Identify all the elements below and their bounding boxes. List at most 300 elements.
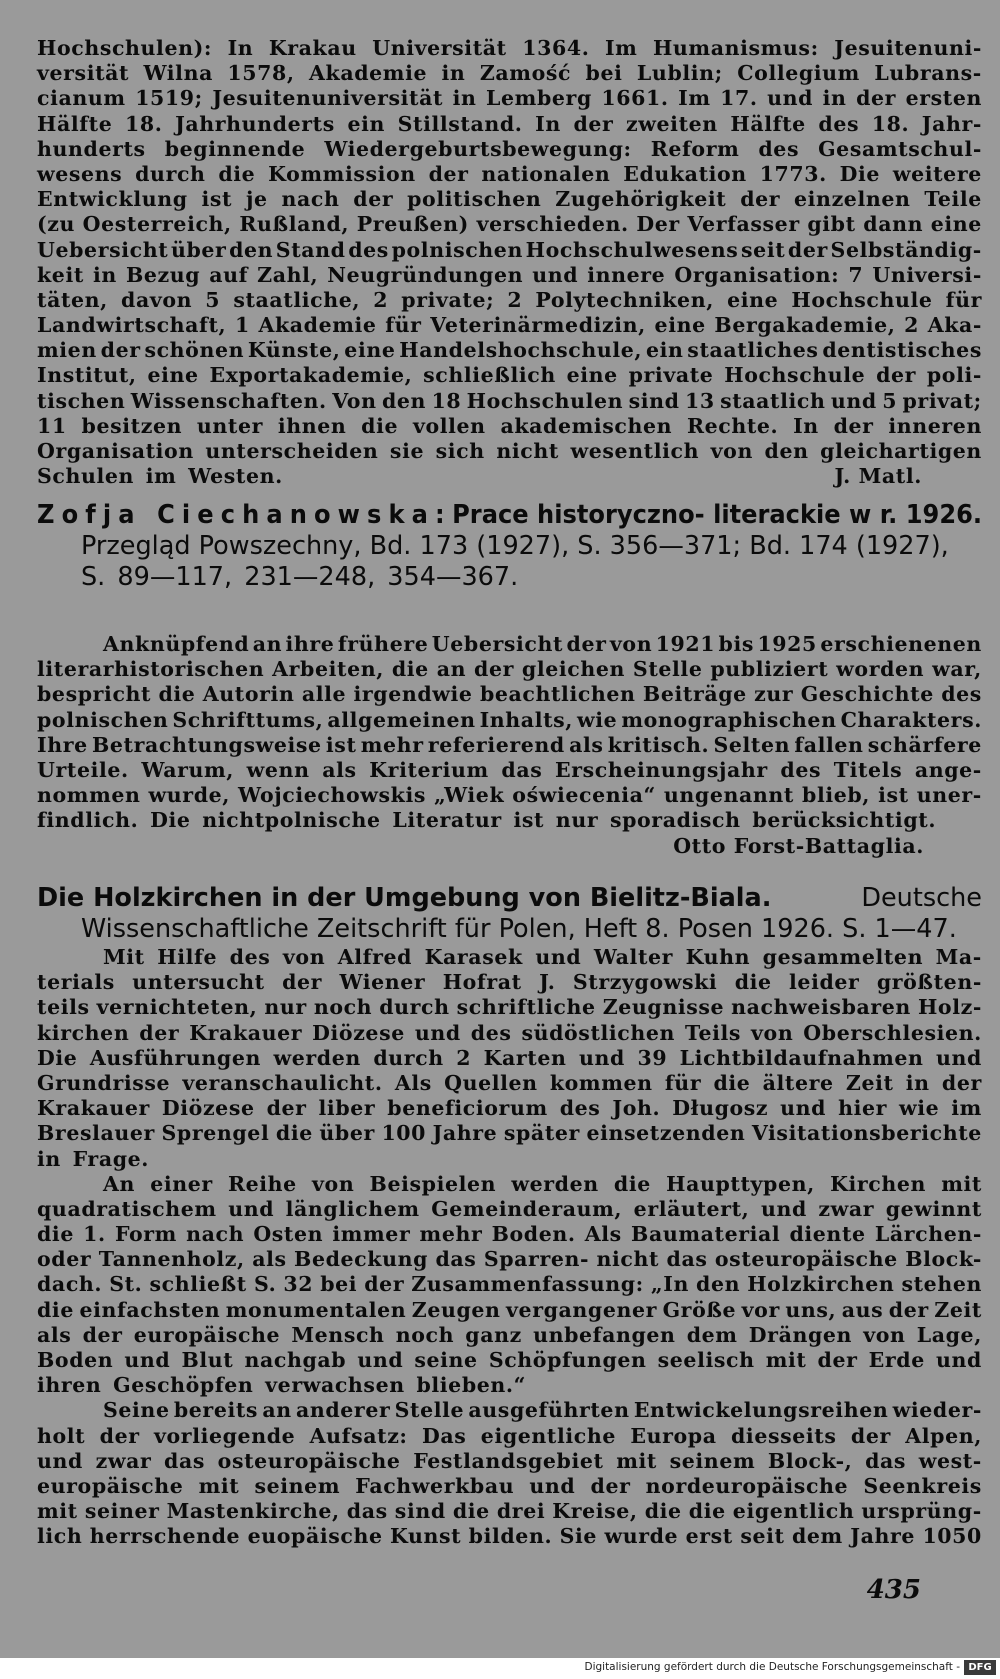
word: alle <box>301 682 347 707</box>
word: Zusammenfassung: <box>411 1272 644 1297</box>
word: nicht <box>496 439 559 463</box>
word: der <box>817 1348 858 1372</box>
word: der <box>474 657 515 682</box>
text-line <box>37 1247 982 1272</box>
text-line <box>37 36 982 61</box>
word: weitere <box>892 161 982 186</box>
word: und <box>414 1020 461 1045</box>
word: Haupttypen, <box>666 1171 815 1196</box>
word: Rechte. <box>686 413 779 438</box>
word: täten, <box>37 287 108 312</box>
word: Wiener <box>339 970 426 995</box>
word: die <box>713 1070 751 1095</box>
text-line <box>37 112 982 137</box>
source-text: Przegląd Powszechny, Bd. 173 (1927), S. 356—371; Bd. 174 (1927), <box>81 531 949 561</box>
word: gewinnt <box>885 1196 982 1221</box>
word: werden <box>273 1045 361 1070</box>
word: osteuropäische <box>217 1448 401 1473</box>
word: Anknüpfend <box>103 632 250 656</box>
word: nicht <box>596 1247 660 1272</box>
word: Blut <box>181 1348 234 1372</box>
word: politischen <box>407 187 542 212</box>
word: von <box>863 1322 906 1347</box>
word: hunderts <box>37 136 146 161</box>
word: der <box>740 187 781 212</box>
word: Zugehörigkeit <box>555 187 727 212</box>
word: ältere <box>762 1070 834 1095</box>
word: auf <box>209 262 249 287</box>
word: und <box>37 1448 83 1473</box>
text-line <box>37 1147 982 1172</box>
word: durch <box>379 995 450 1020</box>
word: Osten <box>253 1222 324 1247</box>
word: Von <box>332 388 377 413</box>
word: Ausführungen <box>89 1045 261 1070</box>
word: Stelle <box>394 1398 465 1423</box>
word: 1578, <box>227 61 295 86</box>
word: an <box>436 657 467 682</box>
word: kirchen <box>37 1020 130 1045</box>
word: terials <box>37 970 115 995</box>
word: seelisch <box>657 1348 755 1372</box>
word: Walter <box>593 945 674 969</box>
word: Lublin; <box>636 61 723 86</box>
word: 1519; <box>135 86 203 111</box>
word: Schöpfungen <box>488 1348 647 1372</box>
word: aus <box>841 1297 884 1322</box>
word: literarhistorischen <box>37 657 265 682</box>
word: ist <box>878 783 909 808</box>
word: des <box>780 757 822 782</box>
word: Größe <box>662 1297 737 1322</box>
text-line <box>37 1323 982 1348</box>
word: erst <box>685 1524 733 1549</box>
word: und <box>535 945 582 969</box>
word: den <box>696 1272 741 1297</box>
text-line <box>37 758 982 783</box>
heading-line-1 <box>37 500 982 531</box>
word: durch <box>135 161 206 186</box>
word: in <box>92 262 117 287</box>
word: eine <box>566 363 618 388</box>
word: der <box>99 1423 140 1448</box>
text-line <box>37 238 982 263</box>
word: nachweisbaren <box>731 995 911 1020</box>
word: ein <box>645 338 684 363</box>
word: oder <box>37 1247 92 1272</box>
word: noch <box>395 1322 455 1347</box>
word: Als <box>394 1070 432 1095</box>
word: Jahrhunderts <box>175 111 335 136</box>
word: Hilfe <box>157 945 218 969</box>
word: seit <box>740 1524 785 1549</box>
word: polnischen <box>391 237 523 262</box>
word: Rußland, <box>239 212 350 237</box>
word: mit <box>616 1448 657 1473</box>
word: ungenannt <box>663 783 794 808</box>
word: zwar <box>95 1448 152 1473</box>
line-text: findlich. Die nichtpolnische Literatur ist nur sporadisch berücksichtigt. <box>37 808 937 833</box>
word: Zeit <box>934 1297 982 1322</box>
word: war, <box>932 657 982 682</box>
text-line <box>37 1524 982 1549</box>
text-line <box>37 61 982 86</box>
word: drei <box>496 1499 546 1524</box>
text-line <box>37 657 982 682</box>
word: der <box>266 1096 307 1121</box>
word: worden <box>836 657 925 682</box>
word: einer <box>150 1171 213 1196</box>
word: die <box>688 1499 726 1524</box>
word: Sie <box>559 1524 598 1549</box>
word: Kirchen <box>830 1171 927 1196</box>
word: Mit <box>103 945 145 969</box>
word: der <box>100 338 141 363</box>
word: Gesamtschul- <box>818 136 982 161</box>
word: Künste, <box>247 338 341 363</box>
word: der <box>787 237 828 262</box>
word: besitzen <box>81 413 183 438</box>
word: als <box>37 1322 72 1347</box>
word: als <box>322 757 357 782</box>
word: Jesuitenuniversität <box>212 86 444 111</box>
word: in <box>441 61 466 86</box>
review-heading-holzkirchen <box>37 883 982 945</box>
word: Kriterium <box>369 757 489 782</box>
word: und <box>529 1473 576 1498</box>
word: Zahl, <box>257 262 319 287</box>
heading-source-line <box>37 562 982 593</box>
word: uns, <box>785 1297 837 1322</box>
word: eine <box>654 313 706 338</box>
word: Hälfte <box>37 111 113 136</box>
word: Długosz <box>672 1096 769 1121</box>
word: An <box>103 1171 136 1196</box>
word: in <box>905 1070 930 1095</box>
word: immer <box>332 1222 411 1247</box>
word: quadratischem <box>37 1196 217 1221</box>
text-line <box>37 414 982 439</box>
word: Seenkreis <box>863 1473 982 1498</box>
word: vernichteten, <box>96 995 258 1020</box>
word: Reihe <box>228 1171 297 1196</box>
word: ist <box>325 732 357 757</box>
word: Hochschulen): <box>37 36 213 60</box>
word: die <box>37 1222 74 1247</box>
word: Mensch <box>291 1322 385 1347</box>
word: Geschichte <box>800 682 934 707</box>
word: Gemeinderaum, <box>431 1196 623 1221</box>
word: der <box>573 111 614 136</box>
text-line <box>37 970 982 995</box>
word: werden <box>511 1171 599 1196</box>
word: das <box>164 1448 206 1473</box>
word: Wojciechowskis <box>238 783 426 808</box>
source-text: S. 89—117, 231—248, 354—367. <box>81 562 519 592</box>
word: nationalen <box>481 161 611 186</box>
word: uner- <box>916 783 982 808</box>
word: schließt <box>149 1272 247 1297</box>
word: Hochschulwesens <box>525 237 739 262</box>
word: Zeit <box>845 1070 894 1095</box>
word: mit <box>198 1473 240 1498</box>
text-line <box>37 1272 982 1297</box>
word: die <box>391 657 429 682</box>
word: irgendwie <box>353 682 473 707</box>
word: bei <box>585 61 623 86</box>
word: In <box>535 111 561 136</box>
word: Aufsatz: <box>309 1423 408 1448</box>
word: der <box>364 1272 405 1297</box>
word: 1. <box>83 1222 106 1247</box>
word: und <box>767 86 814 111</box>
text-line <box>37 1172 982 1197</box>
word: Krakau <box>268 36 357 60</box>
word: die <box>361 413 399 438</box>
word: die <box>452 1499 490 1524</box>
word: 5 <box>882 388 898 413</box>
word: Hälfte <box>730 111 806 136</box>
text-line <box>37 137 982 162</box>
word: die <box>218 161 256 186</box>
word: Akademie <box>258 313 377 338</box>
word: das <box>666 1247 708 1272</box>
word: Stillstand. <box>397 111 523 136</box>
word: der <box>850 1423 891 1448</box>
word: zur <box>754 682 794 707</box>
word: die <box>613 1171 651 1196</box>
word: länglichem <box>285 1196 420 1221</box>
word: ihre <box>285 632 335 656</box>
word: cianum <box>37 86 126 111</box>
text-line <box>37 389 982 414</box>
word: den <box>381 388 427 413</box>
word: 2 <box>456 1045 472 1070</box>
word: der <box>856 86 897 111</box>
word: der <box>566 632 607 656</box>
word: Joh. <box>612 1096 661 1121</box>
word: an <box>252 632 283 656</box>
word: für <box>664 1070 702 1095</box>
word: von <box>609 632 653 656</box>
word: mit <box>765 1348 807 1372</box>
word: anderer <box>295 1398 391 1423</box>
word: dem <box>686 1322 738 1347</box>
text-line <box>37 1474 982 1499</box>
word: von <box>282 945 326 969</box>
text-line <box>37 338 982 363</box>
word: Universität <box>372 36 507 60</box>
word: den <box>764 439 809 463</box>
word: einsetzenden <box>586 1121 746 1146</box>
word: Grundrisse <box>37 1070 171 1095</box>
word: nachgab <box>244 1348 347 1372</box>
word: ursprüng- <box>861 1499 982 1524</box>
word: Entwicklung <box>37 187 188 212</box>
word: Karten <box>483 1045 567 1070</box>
word: In <box>793 413 819 438</box>
word: Europa <box>630 1423 717 1448</box>
word: dem <box>791 1524 843 1549</box>
word: mehr <box>360 732 424 757</box>
word: Organisation <box>37 439 194 463</box>
word: 1661. <box>601 86 669 111</box>
text-line <box>37 1021 982 1046</box>
footer-credit: Digitalisierung gefördert durch die Deutsche Forschungsgemeinschaft - <box>584 1661 960 1673</box>
text-line <box>37 783 982 808</box>
word: der <box>888 1297 929 1322</box>
word: In <box>227 36 254 60</box>
word: der <box>876 363 917 388</box>
word: Collegium <box>737 61 860 86</box>
word: bilden. <box>468 1524 553 1549</box>
word: Warum, <box>141 757 235 782</box>
word: kommen <box>549 1070 653 1095</box>
word: und <box>935 1348 982 1372</box>
closing-line <box>37 464 982 489</box>
word: vergangener <box>506 1297 658 1322</box>
word: der <box>353 187 394 212</box>
word: Quellen <box>444 1070 538 1095</box>
word: Teile <box>924 187 982 212</box>
word: Wilna <box>143 61 213 86</box>
text-line <box>37 1222 982 1247</box>
word: mit <box>37 1499 78 1524</box>
word: das <box>501 757 543 782</box>
word: und <box>579 1045 625 1070</box>
word: der <box>941 1070 982 1095</box>
word: Landwirtschaft, <box>37 313 227 338</box>
text-line <box>37 1298 982 1323</box>
word: der <box>82 1322 123 1347</box>
word: Oesterreich, <box>82 212 232 237</box>
source-text: Wissenschaftliche Zeitschrift für Polen, Heft 8. Posen 1926. S. 1—47. <box>81 914 957 944</box>
word: der <box>590 1473 631 1498</box>
word: Reform <box>650 136 740 161</box>
review-body-holzkirchen <box>37 945 982 1550</box>
word: der <box>282 970 323 995</box>
word: Diözese <box>312 1020 405 1045</box>
word: sie <box>389 439 425 463</box>
word: erläutert, <box>633 1196 750 1221</box>
word: verschieden. <box>476 212 629 237</box>
word: Handelshochschule, <box>399 338 643 363</box>
word: oświecenia“ <box>512 783 656 808</box>
text-line <box>37 187 982 212</box>
word: schließlich <box>423 363 556 388</box>
word: bereits <box>173 1398 259 1423</box>
review-continuation <box>37 36 982 489</box>
word: Institut, <box>37 363 137 388</box>
word: Wissenschaften. <box>130 388 327 413</box>
word: und <box>228 1196 275 1221</box>
text-line <box>37 1424 982 1449</box>
word: erschienenen <box>820 632 982 656</box>
word: Zeugen <box>411 1297 501 1322</box>
word: Inhalts, <box>479 707 574 732</box>
word: Humanismus: <box>652 36 819 60</box>
word: Aka- <box>927 313 982 338</box>
text-line <box>37 1373 982 1398</box>
word: Autorin <box>202 682 295 707</box>
word: diesseits <box>731 1423 837 1448</box>
word: 1921 <box>655 632 716 656</box>
word: publiziert <box>710 657 829 682</box>
word: 1364. <box>522 36 590 60</box>
word: seine <box>414 1348 478 1372</box>
word: 2 <box>904 313 920 338</box>
word: Die <box>37 1045 78 1070</box>
word: und <box>936 1045 982 1070</box>
word: Drängen <box>748 1322 853 1347</box>
word: nur <box>264 995 307 1020</box>
word: Sparren- <box>483 1247 590 1272</box>
word: Organisation: <box>674 262 840 287</box>
word: Preußen) <box>356 212 469 237</box>
word: unterscheiden <box>205 439 379 463</box>
word: keit <box>37 262 84 287</box>
word: staatlich <box>720 388 826 413</box>
text-line <box>37 1398 982 1423</box>
author-name: Zofja Ciechanowska: <box>37 500 452 530</box>
word: Zamość <box>479 61 572 86</box>
word: ihnen <box>277 413 347 438</box>
word: Sprengel <box>161 1121 270 1146</box>
word: Akademie <box>309 61 428 86</box>
word: des <box>758 136 800 161</box>
word: Lärchen- <box>874 1222 982 1247</box>
word: sind <box>628 388 680 413</box>
word: sich <box>435 439 485 463</box>
word: wesentlich <box>570 439 700 463</box>
word: Das <box>422 1423 467 1448</box>
word: gleichartigen <box>820 439 982 463</box>
word: davon <box>121 287 193 312</box>
word: des <box>229 945 271 969</box>
word: 2 <box>507 287 523 312</box>
word: von <box>710 439 753 463</box>
word: das <box>865 1448 907 1473</box>
word: Der <box>636 212 680 237</box>
word: inneren <box>888 413 982 438</box>
word: Diözese <box>161 1096 255 1121</box>
word: und <box>830 388 877 413</box>
word: Jahr- <box>921 111 982 136</box>
word: Bezug <box>125 262 201 287</box>
word: das <box>346 1499 388 1524</box>
word: Kuhn <box>685 945 751 969</box>
word: Strzygowski <box>572 970 718 995</box>
word: seinem <box>669 1448 756 1473</box>
word: beachtlichen <box>479 682 636 707</box>
word: wenn <box>246 757 310 782</box>
word: Seine <box>103 1398 170 1423</box>
text-line <box>37 995 982 1020</box>
word: Holz- <box>917 995 982 1020</box>
heading-line-1 <box>37 883 982 914</box>
word: eigentliche <box>480 1423 616 1448</box>
word: Mastenkirche, <box>166 1499 340 1524</box>
word: die <box>275 1121 313 1146</box>
word: Uebersicht <box>431 632 564 656</box>
word: über <box>170 237 227 262</box>
word: und <box>760 1196 807 1221</box>
word: stehen <box>901 1272 982 1297</box>
word: euopäische <box>247 1524 383 1549</box>
word: einzelnen <box>794 187 911 212</box>
word: veranschaulicht. <box>182 1070 383 1095</box>
word: dach. <box>37 1272 103 1297</box>
